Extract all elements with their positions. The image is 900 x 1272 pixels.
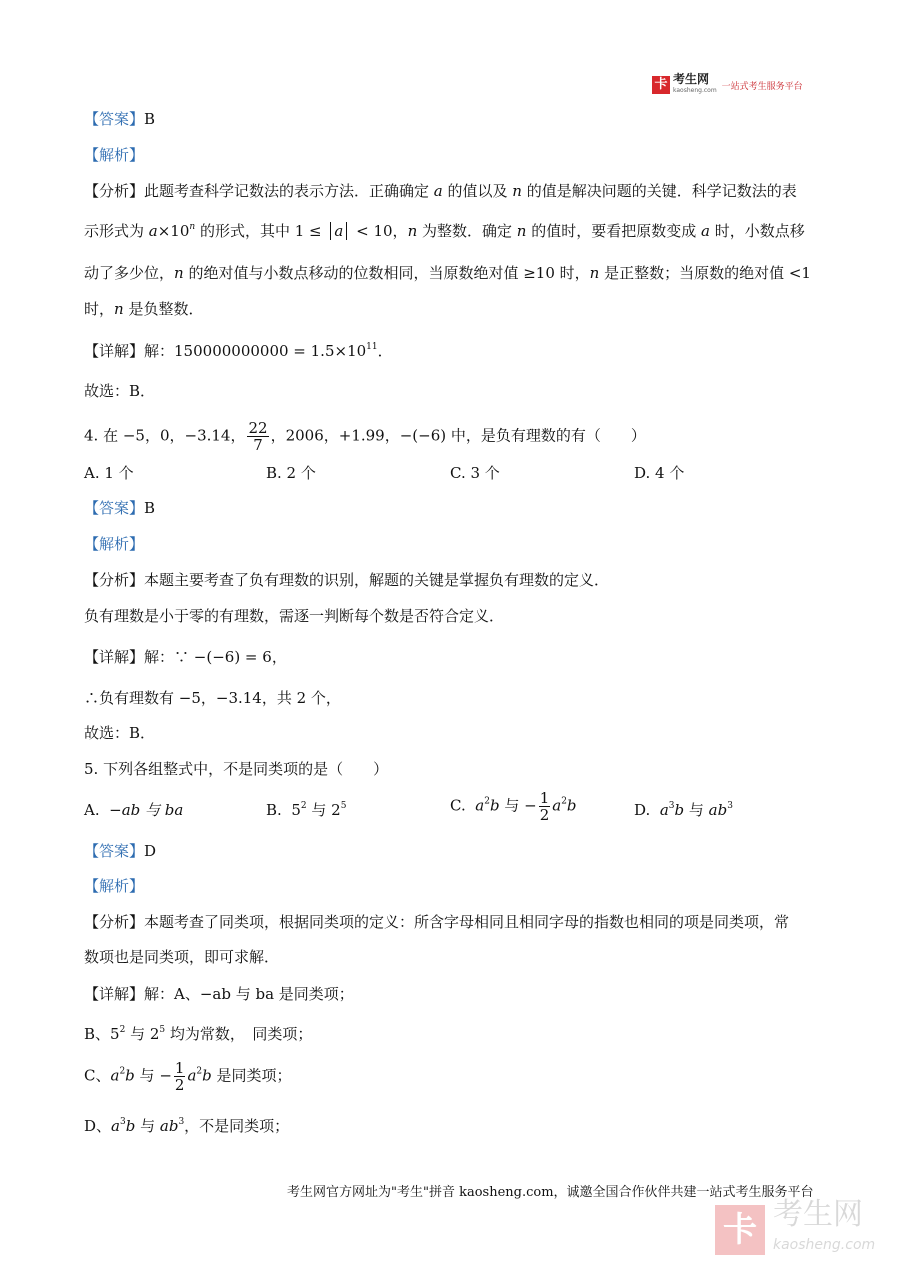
watermark-mark: 卡 <box>715 1205 765 1255</box>
logo-domain: kaosheng.com <box>673 87 717 94</box>
q5-option-d: D. $a^3b$ 与 $ab^3$ <box>634 801 733 819</box>
q3-analysis-tag: 【解析】 <box>84 146 145 164</box>
q3-answer: 【答案】B <box>84 110 156 128</box>
q4-stem: 4. 在 −5，0，−3.14， $\frac{22}{7}$ ，2006，+1.99，−(−6) 中，是负有理数的有（ ） <box>84 419 646 454</box>
q4-option-a: A. 1 个 <box>84 464 134 482</box>
watermark-logo <box>715 1197 876 1260</box>
header-logo <box>652 74 803 96</box>
logo-mark: 卡 <box>652 76 670 94</box>
watermark-domain: kaosheng.com <box>773 1237 876 1253</box>
q5-options <box>84 790 764 830</box>
q5-detail-c: C、$a^2b$ 与 − $\frac{1}{2}$ $a^2b$ 是同类项； <box>84 1059 292 1094</box>
q4-fenxi-2: 负有理数是小于零的有理数，需逐一判断每个数是否符合定义． <box>84 607 505 625</box>
q5-option-a: A. −ab 与 ba <box>84 801 184 819</box>
q4-choose: 故选：B． <box>84 724 156 742</box>
q5-stem: 5. 下列各组整式中，不是同类项的是（ ） <box>84 760 389 778</box>
q3-fenxi-line2: 示形式为 $a\times 10^n$ 的形式，其中 1 ≤ a < 10，n 为整数．确定 n 的值时，要看把原数变成 a 时，小数点移 <box>84 222 805 240</box>
q5-detail-a: 【详解】解：A、−ab 与 ba 是同类项； <box>84 985 354 1003</box>
q4-option-d: D. 4 个 <box>634 464 685 482</box>
q5-answer: 【答案】D <box>84 842 157 860</box>
logo-slogan: 一站式考生服务平台 <box>721 81 803 92</box>
q4-fraction: $\frac{22}{7}$ <box>248 419 268 454</box>
q4-answer: 【答案】B <box>84 499 156 517</box>
q5-analysis-tag: 【解析】 <box>84 877 145 895</box>
q4-analysis-tag: 【解析】 <box>84 535 145 553</box>
q5-option-b: B. $5^2$ 与 $2^5$ <box>266 801 347 819</box>
q5-fenxi-line2: 数项也是同类项，即可求解． <box>84 948 280 966</box>
q3-detail: 【详解】解：$150000000000 = 1.5\times 10^{11}$． <box>84 342 393 360</box>
q4-fenxi: 【分析】本题主要考查了负有理数的识别，解题的关键是掌握负有理数的定义． <box>84 571 610 589</box>
q3-fenxi-line4: 时，n 是负整数． <box>84 300 204 318</box>
q5-detail-b: B、$5^2$ 与 $2^5$ 均为常数， 同类项； <box>84 1025 313 1043</box>
watermark-name: 考生网 kaosheng.com <box>773 1200 875 1260</box>
q4-option-c: C. 3 个 <box>450 464 500 482</box>
logo-name: 考生网 kaosheng.com <box>673 72 717 94</box>
q3-fenxi-line1: 【分析】此题考查科学记数法的表示方法．正确确定 a 的值以及 n 的值是解决问题的关键．科学记数法的表 <box>84 182 797 200</box>
q3-choose: 故选：B． <box>84 382 156 400</box>
q4-therefore: ∴负有理数有 −5，−3.14，共 2 个， <box>84 689 341 707</box>
footer-text: 考生网官方网址为"考生"拼音 kaosheng.com，诚邀全国合作伙伴共建一站式考生服务平台 <box>287 1185 814 1200</box>
q3-fenxi-line3: 动了多少位，n 的绝对值与小数点移动的位数相同，当原数绝对值 ≥10 时，n 是正整数；当原数的绝对值 <1 <box>84 264 811 282</box>
q4-option-b: B. 2 个 <box>266 464 316 482</box>
q5-fenxi-line1: 【分析】本题考查了同类项，根据同类项的定义：所含字母相同且相同字母的指数也相同的项是同类项，常 <box>84 913 790 931</box>
q5-option-c: C. $a^2b$ 与 − $\frac{1}{2}$ $a^2b$ <box>450 789 577 824</box>
q5-detail-d: D、$a^3b$ 与 $ab^3$，不是同类项； <box>84 1117 290 1135</box>
q4-options <box>84 462 704 484</box>
q4-detail: 【详解】解：∵ −(−6) = 6， <box>84 648 287 666</box>
